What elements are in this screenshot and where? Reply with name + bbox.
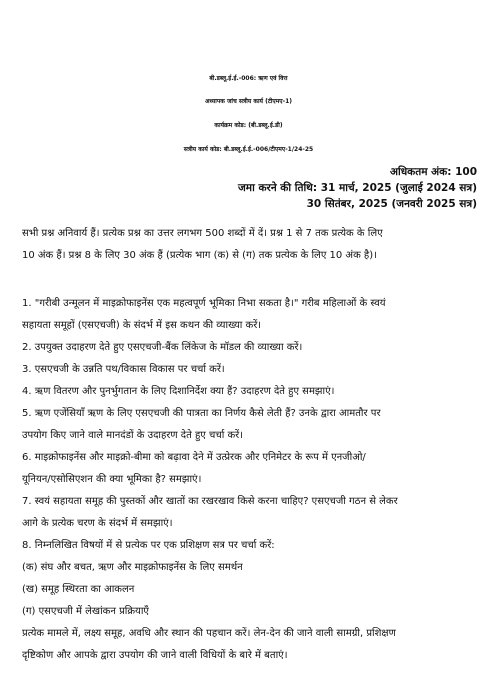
instruction-line: 10 अंक हैं। प्रश्न 8 के लिए 30 अंक हैं (प्रत्येक भाग (क) से (ग) तक प्रत्येक के लिए 10 अंक है)। xyxy=(22,250,377,261)
question-6-line: 6. माइक्रोफाइनेंस और माइक्रो-बीमा को बढ़ावा देने में उत्प्रेरक और एनिमेटर के रूप में एनजीओ/ xyxy=(22,452,366,463)
course-title: बी.डब्लू.ई.ई.-006: ऋण एवं वित्त xyxy=(209,75,288,82)
question-8-part-c: (ग) एसएचजी में लेखांकन प्रक्रियाएँ xyxy=(22,606,149,617)
question-8-note-line: प्रत्येक मामले में, लक्ष्य समूह, अवधि और स्थान की पहचान करें। लेन-देन की जाने वाली सामग्री, प्रशिक्षण xyxy=(22,628,396,639)
due-date-first: जमा करने की तिथि: 31 मार्च, 2025 (जुलाई 2024 सत्र) xyxy=(238,182,477,194)
question-8: 8. निम्नलिखित विषयों में से प्रत्येक पर एक प्रशिक्षण सत्र पर चर्चा करें: xyxy=(22,540,275,551)
question-7-line: 7. स्वयं सहायता समूह की पुस्तकों और खातों का रखरखाव किसे करना चाहिए? एसएचजी गठन से लेकर xyxy=(22,496,398,507)
question-7-line: आगे के प्रत्येक चरण के संदर्भ में समझाएं। xyxy=(22,518,173,529)
due-date-second: 30 सितंबर, 2025 (जनवरी 2025 सत्र) xyxy=(306,198,477,210)
question-8-note-line: दृष्टिकोण और आपके द्वारा उपयोग की जाने वाली विधियों के बारे में बताएं। xyxy=(22,650,288,661)
question-5-line: उपयोग किए जाने वाले मानदंडों के उदाहरण देते हुए चर्चा करें। xyxy=(22,430,244,441)
question-8-part-a: (क) संघ और बचत, ऋण और माइक्रोफाइनेंस के लिए समर्थन xyxy=(22,562,243,573)
question-1-line: 1. "गरीबी उन्मूलन में माइक्रोफाइनेंस एक महत्वपूर्ण भूमिका निभा सकता है।" गरीब महिलाओं के स्वयं xyxy=(22,298,386,309)
question-4: 4. ऋण वितरण और पुनर्भुगतान के लिए दिशानिर्देश क्या हैं? उदाहरण देते हुए समझाएं। xyxy=(22,386,335,397)
question-2: 2. उपयुक्त उदाहरण देते हुए एसएचजी-बैंक लिंकेज के मॉडल की व्याख्या करें। xyxy=(22,342,303,353)
question-1-line: सहायता समूहों (एसएचजी) के संदर्भ में इस कथन की व्याख्या करें। xyxy=(22,320,262,331)
instruction-line: सभी प्रश्न अनिवार्य हैं। प्रत्येक प्रश्न का उत्तर लगभग 500 शब्दों में दें। प्रश्न 1 से 7 तक प्रत्येक के लिए xyxy=(22,228,383,239)
max-marks: अधिकतम अंक: 100 xyxy=(389,166,477,178)
programme-code: कार्यक्रम कोड: (बी.डब्लू.ई.डी) xyxy=(214,122,283,129)
question-6-line: यूनियन/एसोसिएशन की क्या भूमिका है? समझाएं। xyxy=(22,474,202,485)
question-3: 3. एसएचजी के उन्नति पथ/विकास विकास पर चर्चा करें। xyxy=(22,364,225,375)
instructions xyxy=(22,223,478,267)
assignment-title: अध्यापक जांच सत्रीय कार्य (टीएमए-1) xyxy=(204,98,293,105)
question-5-line: 5. ऋण एजेंसियाँ ऋण के लिए एसएचजी की पात्रता का निर्णय कैसे लेती हैं? उनके द्वारा आमतौर पर xyxy=(22,408,381,419)
assignment-code: सत्रीय कार्य कोड: बी.डब्लू.ई.ई.-006/टीएमए-1/24-25 xyxy=(183,146,314,153)
question-8-part-b: (ख) समूह स्थिरता का आकलन xyxy=(22,584,135,595)
question-list xyxy=(22,293,478,667)
